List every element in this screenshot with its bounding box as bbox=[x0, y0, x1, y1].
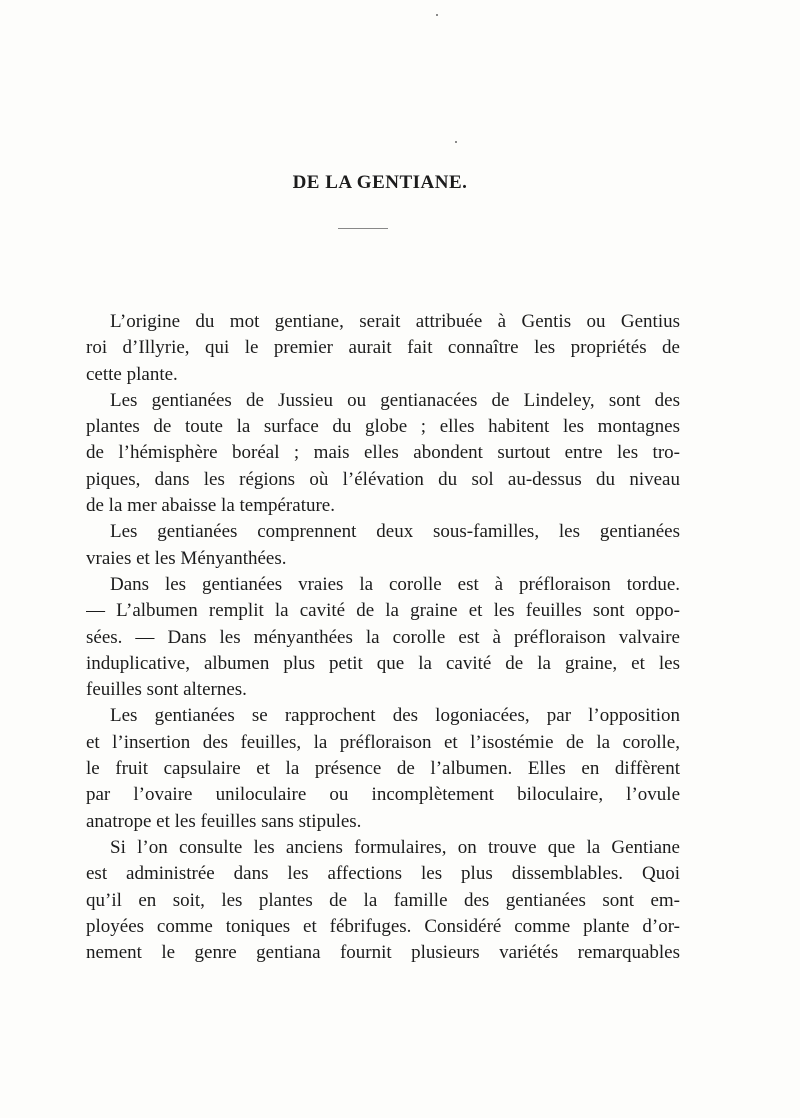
paragraph bbox=[86, 309, 680, 388]
text-line: cette plante. bbox=[86, 363, 178, 385]
paragraph bbox=[86, 572, 680, 703]
paragraph bbox=[86, 388, 680, 519]
text-line: de la mer abaisse la température. bbox=[86, 495, 335, 517]
text-line: anatrope et les feuilles sans stipules. bbox=[86, 810, 362, 832]
paragraph bbox=[86, 835, 680, 966]
speck bbox=[436, 14, 438, 16]
text-line: qu’il en soit, les plantes de la famille des gentianées sont em- bbox=[86, 889, 680, 911]
paragraph bbox=[86, 703, 680, 834]
text-line: roi d’Illyrie, qui le premier aurait fait connaître les propriétés de bbox=[86, 337, 680, 359]
text-line: Si l’on consulte les anciens formulaires, on trouve que la Gentiane bbox=[110, 836, 680, 858]
text-line: Dans les gentianées vraies la corolle est à préfloraison tordue. bbox=[110, 573, 680, 595]
text-line: induplicative, albumen plus petit que la cavité de la graine, et les bbox=[86, 652, 680, 674]
text-line: nement le genre gentiana fournit plusieurs variétés remarquables bbox=[86, 942, 680, 964]
text-line: par l’ovaire uniloculaire ou incomplètement biloculaire, l’ovule bbox=[86, 784, 680, 806]
text-line: Les gentianées comprennent deux sous-familles, les gentianées bbox=[110, 521, 680, 543]
text-line: feuilles sont alternes. bbox=[86, 679, 247, 701]
text-line: Les gentianées se rapprochent des logoniacées, par l’opposition bbox=[110, 705, 680, 727]
text-line: L’origine du mot gentiane, serait attribuée à Gentis ou Gentius bbox=[110, 311, 680, 332]
title-rule bbox=[338, 228, 388, 230]
text-line: Les gentianées de Jussieu ou gentianacées de Lindeley, sont des bbox=[110, 389, 680, 411]
text-line: de l’hémisphère boréal ; mais elles abondent surtout entre les tro- bbox=[86, 442, 680, 464]
text-line: — L’albumen remplit la cavité de la graine et les feuilles sont oppo- bbox=[86, 600, 680, 622]
speck bbox=[455, 141, 457, 143]
text-line: ployées comme toniques et fébrifuges. Considéré comme plante d’or- bbox=[86, 915, 680, 937]
text-line: piques, dans les régions où l’élévation du sol au-dessus du niveau bbox=[86, 468, 680, 490]
body-text bbox=[86, 309, 680, 966]
text-line: plantes de toute la surface du globe ; elles habitent les montagnes bbox=[86, 416, 680, 438]
text-line: et l’insertion des feuilles, la préfloraison et l’isostémie de la corolle, bbox=[86, 731, 680, 753]
text-line: vraies et les Ményanthées. bbox=[86, 547, 287, 569]
page-title: DE LA GENTIANE. bbox=[292, 172, 468, 193]
paragraph bbox=[86, 519, 680, 572]
text-line: sées. — Dans les ményanthées la corolle est à préfloraison valvaire bbox=[86, 626, 680, 648]
text-line: le fruit capsulaire et la présence de l’albumen. Elles en diffèrent bbox=[86, 758, 680, 780]
text-line: est administrée dans les affections les plus dissemblables. Quoi bbox=[86, 863, 680, 885]
